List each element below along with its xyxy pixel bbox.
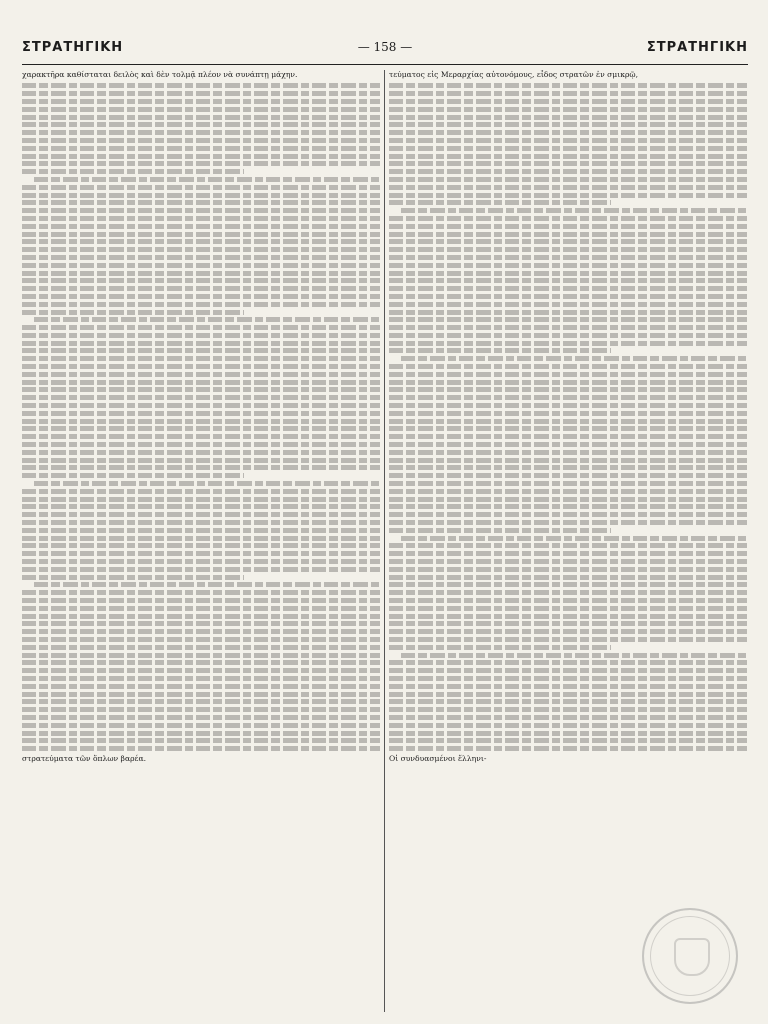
text-line <box>22 333 380 338</box>
text-line <box>22 302 380 307</box>
text-line <box>22 348 380 353</box>
text-line <box>389 161 747 166</box>
text-line <box>34 317 380 322</box>
text-line <box>22 637 380 642</box>
text-line <box>22 364 380 369</box>
text-line <box>22 403 380 408</box>
text-line <box>389 660 747 665</box>
text-line <box>389 83 747 88</box>
text-line <box>22 512 380 517</box>
text-line <box>22 224 380 229</box>
text-line <box>22 122 380 127</box>
text-line <box>389 247 747 252</box>
right-column-opening: τεύματος εἰς Μεραρχίας αὐτονόμους, εἶδος στρατῶν ἐν σμικρῷ, <box>389 70 639 79</box>
text-line <box>22 107 380 112</box>
running-head-right-title: ΣΤΡΑΤΗΓΙΚΗ <box>646 40 748 55</box>
text-line <box>22 606 380 611</box>
text-line <box>389 294 747 299</box>
text-line <box>22 458 380 463</box>
text-line <box>22 528 380 533</box>
library-seal-stamp <box>642 908 738 1004</box>
text-line <box>22 216 380 221</box>
text-line <box>22 115 380 120</box>
text-line <box>22 91 380 96</box>
text-line <box>389 738 747 743</box>
text-line <box>389 310 747 315</box>
text-line <box>22 668 380 673</box>
text-line <box>22 676 380 681</box>
text-line <box>22 310 244 315</box>
text-line <box>22 380 380 385</box>
text-line <box>389 481 747 486</box>
text-line <box>22 434 380 439</box>
text-line <box>389 559 747 564</box>
text-line <box>22 575 244 580</box>
text-line <box>389 122 747 127</box>
text-line <box>389 450 747 455</box>
text-line <box>389 239 747 244</box>
text-line <box>22 684 380 689</box>
text-line <box>389 154 747 159</box>
text-line <box>389 255 747 260</box>
text-line <box>22 567 380 572</box>
text-line <box>22 185 380 190</box>
text-line <box>22 356 380 361</box>
text-line <box>22 263 380 268</box>
text-line <box>22 341 380 346</box>
text-line <box>22 146 380 151</box>
running-head <box>22 40 748 62</box>
text-columns <box>22 70 748 1012</box>
text-line <box>22 200 380 205</box>
text-line <box>22 193 380 198</box>
text-line <box>389 380 747 385</box>
text-line <box>22 738 380 743</box>
text-line <box>389 676 747 681</box>
text-line <box>22 614 380 619</box>
text-line <box>22 551 380 556</box>
text-line <box>22 473 244 478</box>
text-line <box>389 598 747 603</box>
text-line <box>389 692 747 697</box>
right-column-body <box>389 81 747 754</box>
text-line <box>389 473 747 478</box>
text-line <box>22 208 380 213</box>
text-line <box>389 193 747 198</box>
column-divider <box>384 70 385 1012</box>
text-line <box>389 286 747 291</box>
text-line <box>22 169 244 174</box>
text-line <box>22 372 380 377</box>
text-line <box>22 325 380 330</box>
text-line <box>389 606 747 611</box>
text-line <box>22 278 380 283</box>
text-line <box>389 434 747 439</box>
text-line <box>389 543 747 548</box>
text-line <box>389 333 747 338</box>
text-line <box>389 575 747 580</box>
text-line <box>389 146 747 151</box>
text-line <box>389 458 747 463</box>
text-line <box>22 723 380 728</box>
text-line <box>389 403 747 408</box>
text-line <box>22 465 380 470</box>
text-line <box>389 465 747 470</box>
text-line <box>22 83 380 88</box>
text-line <box>389 278 747 283</box>
text-line <box>401 208 747 213</box>
text-line <box>389 185 747 190</box>
text-line <box>389 637 747 642</box>
text-line <box>22 692 380 697</box>
text-line <box>22 154 380 159</box>
text-line <box>389 621 747 626</box>
text-line <box>389 130 747 135</box>
text-line <box>389 528 611 533</box>
text-line <box>389 107 747 112</box>
text-line <box>22 271 380 276</box>
text-line <box>389 411 747 416</box>
text-line <box>389 200 611 205</box>
text-line <box>389 348 611 353</box>
text-line <box>22 411 380 416</box>
text-line <box>22 645 380 650</box>
text-line <box>22 247 380 252</box>
text-line <box>389 302 747 307</box>
text-line <box>22 746 380 751</box>
text-line <box>389 645 611 650</box>
text-line <box>389 177 747 182</box>
text-line <box>389 684 747 689</box>
text-line <box>22 286 380 291</box>
page-number: — 158 — <box>357 40 413 54</box>
right-column-closing: Οἱ συνδυασμένοι ἕλληνι- <box>389 753 487 763</box>
text-line <box>22 255 380 260</box>
text-line <box>389 723 747 728</box>
text-line <box>389 668 747 673</box>
left-column-body <box>22 81 380 754</box>
text-line <box>22 426 380 431</box>
text-line <box>389 232 747 237</box>
text-line <box>22 504 380 509</box>
text-line <box>22 543 380 548</box>
text-line <box>389 317 747 322</box>
text-line <box>22 239 380 244</box>
text-line <box>389 582 747 587</box>
text-line <box>401 536 747 541</box>
text-line <box>389 364 747 369</box>
text-line <box>389 115 747 120</box>
left-column-closing: στρατεύματα τῶν ὅπλων βαρέα. <box>22 753 147 763</box>
text-line <box>22 621 380 626</box>
text-line <box>22 442 380 447</box>
running-head-left-title: ΣΤΡΑΤΗΓΙΚΗ <box>22 40 124 55</box>
text-line <box>22 731 380 736</box>
text-line <box>389 395 747 400</box>
text-line <box>22 590 380 595</box>
text-line <box>22 629 380 634</box>
left-column <box>22 70 380 1012</box>
document-page <box>22 40 748 1012</box>
text-line <box>22 497 380 502</box>
text-line <box>389 341 747 346</box>
header-rule <box>22 64 748 65</box>
text-line <box>34 582 380 587</box>
text-line <box>389 746 747 751</box>
text-line <box>22 99 380 104</box>
text-line <box>389 731 747 736</box>
text-line <box>389 699 747 704</box>
text-line <box>389 629 747 634</box>
text-line <box>389 419 747 424</box>
text-line <box>389 497 747 502</box>
text-line <box>389 138 747 143</box>
text-line <box>389 387 747 392</box>
text-line <box>22 707 380 712</box>
text-line <box>389 224 747 229</box>
text-line <box>22 387 380 392</box>
text-line <box>34 177 380 182</box>
text-line <box>389 590 747 595</box>
text-line <box>22 294 380 299</box>
text-line <box>22 598 380 603</box>
text-line <box>389 325 747 330</box>
text-line <box>22 489 380 494</box>
text-line <box>22 699 380 704</box>
text-line <box>389 504 747 509</box>
text-line <box>401 653 747 658</box>
text-line <box>22 536 380 541</box>
text-line <box>22 450 380 455</box>
text-line <box>22 232 380 237</box>
left-column-opening: χαρακτῆρα καθίσταται δειλὸς καὶ δὲν τολμᾷ πλέον νὰ συνάπτῃ μάχην. <box>22 70 298 79</box>
text-line <box>389 169 747 174</box>
text-line <box>22 138 380 143</box>
text-line <box>34 481 380 486</box>
text-line <box>389 715 747 720</box>
text-line <box>22 130 380 135</box>
text-line <box>389 372 747 377</box>
text-line <box>401 356 747 361</box>
text-line <box>389 99 747 104</box>
text-line <box>389 442 747 447</box>
text-line <box>389 216 747 221</box>
text-line <box>389 567 747 572</box>
text-line <box>22 660 380 665</box>
text-line <box>389 91 747 96</box>
text-line <box>22 520 380 525</box>
text-line <box>389 551 747 556</box>
text-line <box>22 419 380 424</box>
text-line <box>389 512 747 517</box>
text-line <box>22 395 380 400</box>
text-line <box>389 263 747 268</box>
text-line <box>389 707 747 712</box>
right-column <box>389 70 747 1012</box>
text-line <box>22 559 380 564</box>
text-line <box>389 271 747 276</box>
text-line <box>389 426 747 431</box>
text-line <box>22 653 380 658</box>
text-line <box>389 614 747 619</box>
text-line <box>22 715 380 720</box>
text-line <box>389 520 747 525</box>
text-line <box>389 489 747 494</box>
text-line <box>22 161 380 166</box>
